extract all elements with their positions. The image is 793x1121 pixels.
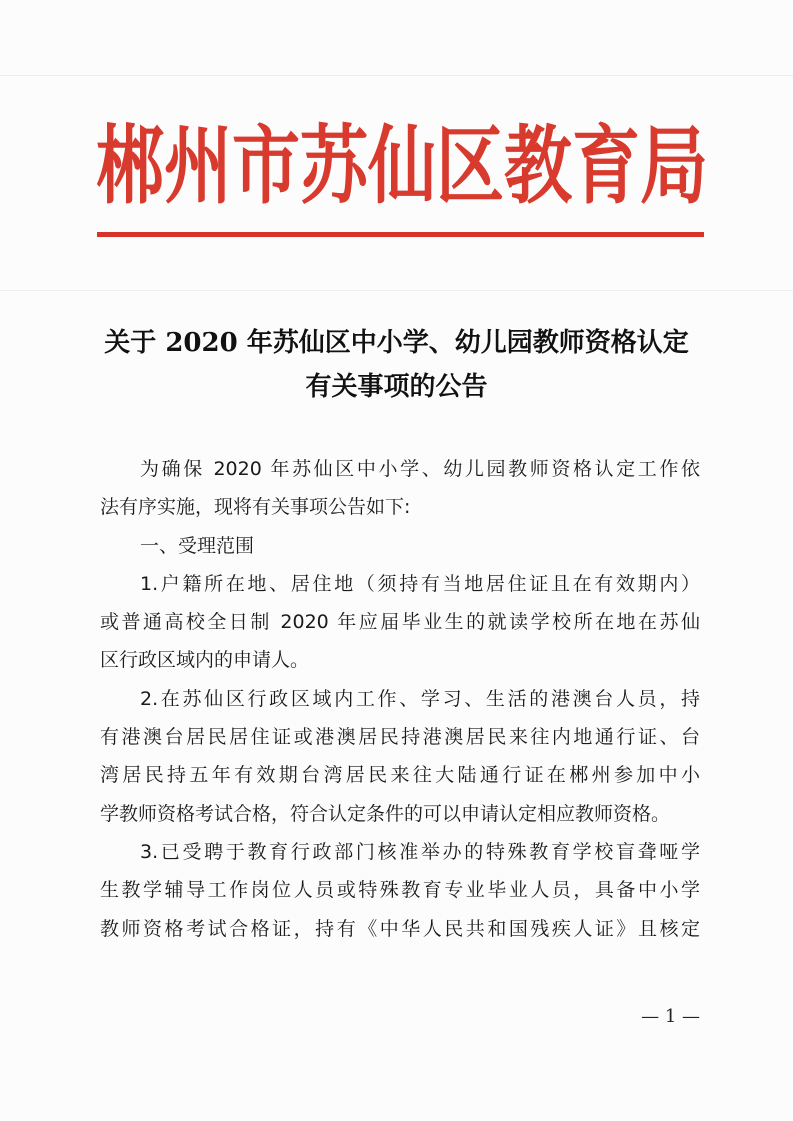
item2-line-4: 学教师资格考试合格，符合认定条件的可以申请认定相应教师资格。 — [100, 802, 671, 825]
intro-line-2: 法有序实施，现将有关事项公告如下: — [100, 496, 411, 519]
scan-fold-line — [0, 290, 793, 291]
item2-line-2: 有港澳台居民居住证或港澳居民持港澳居民来往内地通行证、台 — [100, 726, 700, 749]
item1-line-2: 或普通高校全日制 2020 年应届毕业生的就读学校所在地在苏仙 — [100, 611, 700, 634]
item2-line-1: 2.在苏仙区行政区域内工作、学习、生活的港澳台人员，持 — [140, 687, 700, 710]
intro-line-1: 为确保 2020 年苏仙区中小学、幼儿园教师资格认定工作依 — [140, 458, 700, 480]
document-body — [100, 450, 700, 948]
letterhead-red-rule — [97, 232, 704, 237]
section-heading-acceptance-scope: 一、受理范围 — [140, 534, 255, 557]
item2-line-3: 湾居民持五年有效期台湾居民来往大陆通行证在郴州参加中小 — [100, 764, 700, 787]
item1-line-3: 区行政区域内的申请人。 — [100, 649, 310, 672]
item1-line-1: 1.户籍所在地、居住地（须持有当地居住证且在有效期内） — [140, 572, 700, 595]
item3-line-3: 教师资格考试合格证，持有《中华人民共和国残疾人证》且核定 — [100, 917, 700, 940]
document-title-line-1: 关于 2020 年苏仙区中小学、幼儿园教师资格认定 — [104, 328, 689, 358]
item3-line-2: 生教学辅导工作岗位人员或特殊教育专业毕业人员，具备中小学 — [100, 879, 700, 902]
scan-fold-line — [0, 75, 793, 76]
letterhead-title: 郴州市苏仙区教育局 — [96, 118, 709, 217]
page-number: — 1 — — [641, 1006, 700, 1027]
document-title-line-2: 有关事项的公告 — [305, 372, 488, 402]
item3-line-1: 3.已受聘于教育行政部门核准举办的特殊教育学校盲聋哑学 — [140, 840, 700, 863]
